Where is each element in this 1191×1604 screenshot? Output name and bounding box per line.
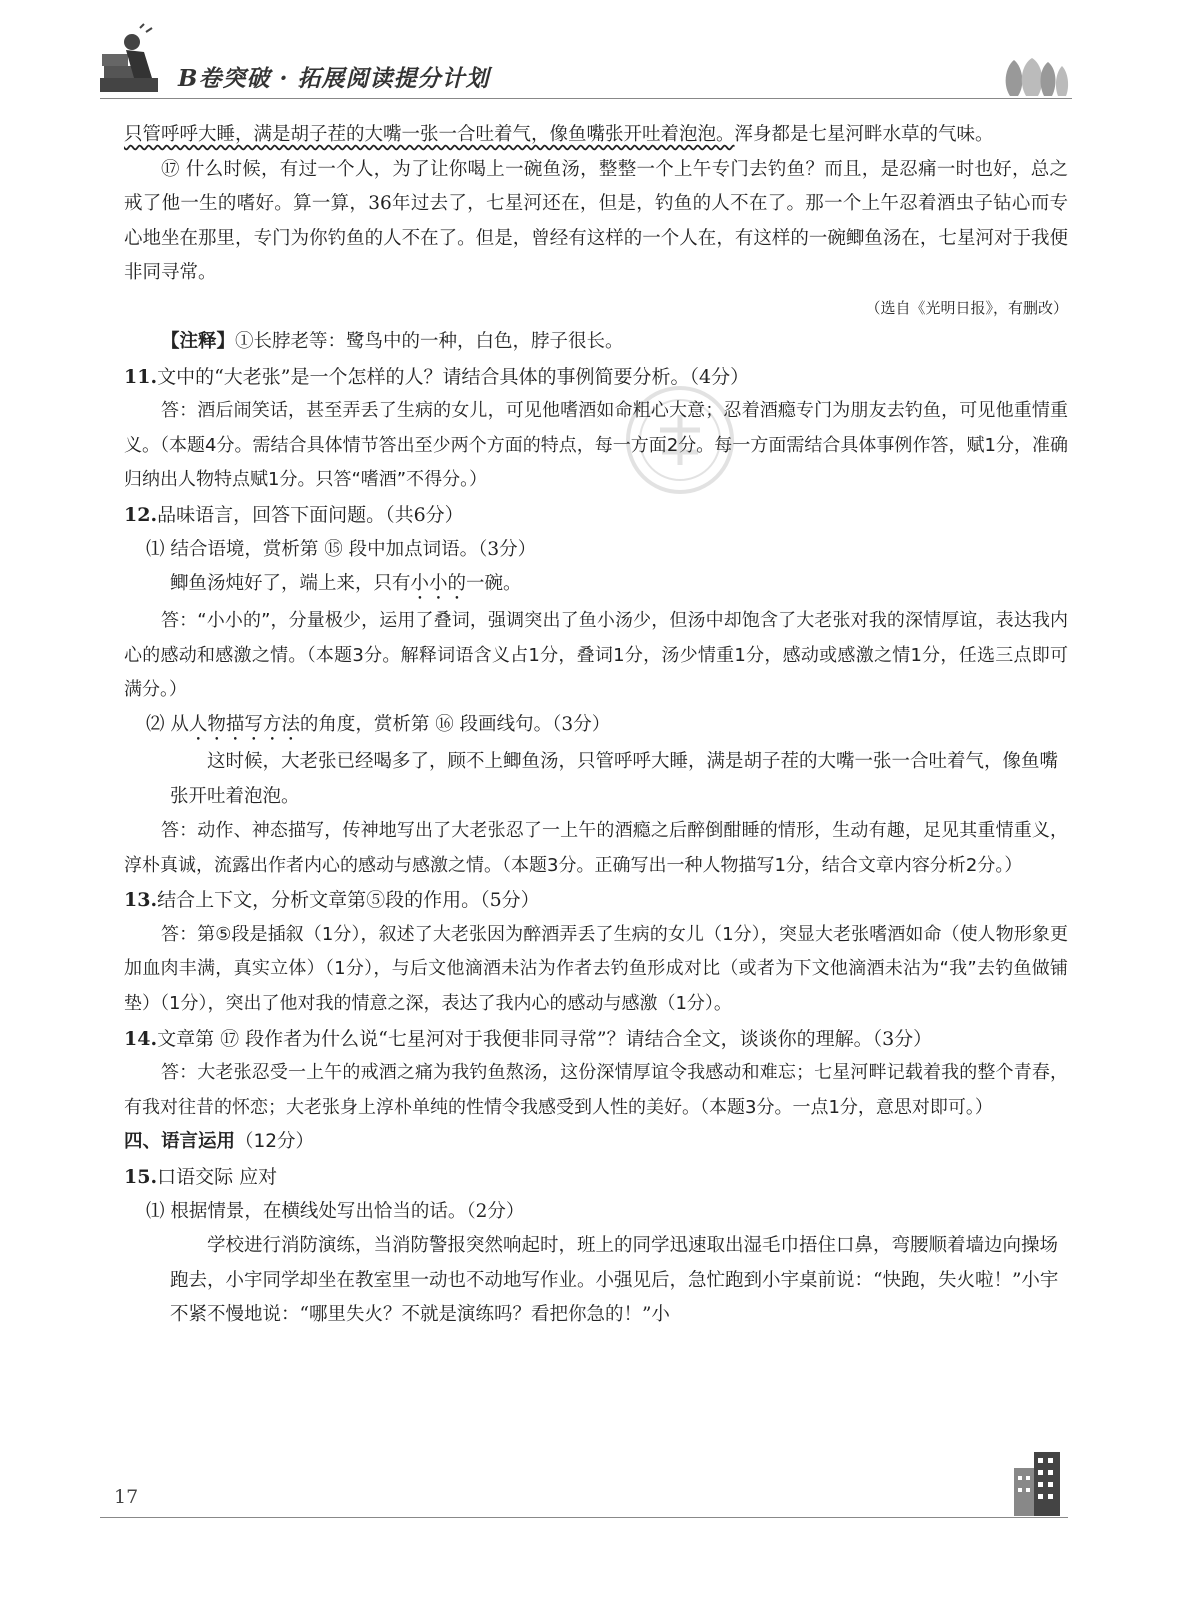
question-text: 文章第 ⑰ 段作者为什么说“七星河对于我便非同寻常”？请结合全文，谈谈你的理解。（3分）: [157, 1027, 933, 1050]
question-text: 文中的“大老张”是一个怎样的人？请结合具体的事例简要分析。（4分）: [157, 365, 750, 388]
quote-12-1: [124, 567, 1068, 604]
section-4-heading: [124, 1125, 1068, 1160]
answer-13: 答：第⑤段是插叙（1分），叙述了大老张因为醉酒弄丢了生病的女儿（1分），突显大老张嗜酒如命（使人物形象更加血肉丰满，真实立体）（1分），与后文他滴酒未沾为作者去钓鱼形成对比（或者为下文他滴酒未沾为“我”去钓鱼做铺垫）（1分），突出了他对我的情意之深，表达了我内心的感动与感激（1分）。: [124, 923, 1068, 1015]
reading-person-icon: [100, 22, 170, 94]
question-text: 口语交际 应对: [157, 1166, 278, 1189]
question-number: 13.: [124, 889, 158, 912]
question-13: [124, 883, 1068, 918]
header-title: B卷突破 · 拓展阅读提分计划: [178, 65, 490, 92]
quote-text: 鲫鱼汤炖好了，端上来，只有: [170, 573, 411, 595]
underlined-sentence: 只管呼呼大睡，满是胡子茬的大嘴一张一合吐着气，像鱼嘴张开吐着泡泡。: [124, 124, 735, 145]
dotted-phrase: 人物描写方法: [188, 713, 300, 735]
building-icon: [1010, 1438, 1070, 1518]
footer-divider: [100, 1517, 1068, 1518]
question-12: [124, 498, 1068, 533]
question-12-part-1: ⑴ 结合语境，赏析第 ⑮ 段中加点词语。（3分）: [146, 538, 537, 560]
question-number: 14.: [124, 1027, 158, 1050]
annotation-label: 【注释】: [161, 330, 236, 352]
question-number: 11.: [124, 365, 158, 388]
page-header: [100, 22, 1072, 102]
question-12-part-2: [124, 708, 1068, 745]
answer-12-2: 答：动作、神态描写，传神地写出了大老张忍了一上午的酒瘾之后醉倒酣睡的情形，生动有趣，足见其重情重义，淳朴真诚，流露出作者内心的感动与感激之情。（本题3分。正确写出一种人物描写1分，结合文章内容分析2分。）: [124, 820, 1068, 876]
page-number: 17: [114, 1486, 139, 1508]
section-score: （12分）: [235, 1131, 315, 1153]
paragraph-17: ⑰ 什么时候，有过一个人，为了让你喝上一碗鱼汤，整整一个上午专门去钓鱼？而且，是忍痛一时也好，总之戒了他一生的嗜好。算一算，36年过去了，七星河还在，但是，钓鱼的人不在了。那一个上午忍着酒虫子钻心而专心地坐在那里，专门为你钓鱼的人不在了。但是，曾经有这样的一个人在，有这样的一碗鲫鱼汤在，七星河对于我便非同寻常。: [124, 158, 1068, 284]
part-text: 的角度，赏析第 ⑯ 段画线句。（3分）: [299, 713, 611, 735]
answer-14: 答：大老张忍受一上午的戒酒之痛为我钓鱼熬汤，这份深情厚谊令我感动和难忘；七星河畔记载着我的整个青春，有我对往昔的怀恋；大老张身上淳朴单纯的性情令我感受到人性的美好。（本题3分。一点1分，意思对即可。）: [124, 1062, 1068, 1118]
question-number: 15.: [124, 1166, 158, 1189]
source-citation: （选自《光明日报》，有删改）: [865, 298, 1068, 317]
passage-line-tail: 浑身都是七星河畔水草的气味。: [734, 124, 994, 145]
answer-12-1: 答：“小小的”，分量极少，运用了叠词，强调突出了鱼小汤少，但汤中却饱含了大老张对我的深情厚谊，表达我内心的感动和感激之情。（本题3分。解释词语含义占1分，叠词1分，汤少情重1分，感动或感激之情1分，任选三点即可满分。）: [124, 610, 1068, 701]
part-text: ⑵ 从: [146, 713, 189, 735]
trees-icon: [1002, 58, 1072, 98]
question-text: 结合上下文，分析文章第⑤段的作用。（5分）: [157, 889, 540, 912]
question-14: [124, 1022, 1068, 1057]
question-15: [124, 1160, 1068, 1195]
answer-11: 答：酒后闹笑话，甚至弄丢了生病的女儿，可见他嗜酒如命粗心大意；忍着酒瘾专门为朋友去钓鱼，可见他重情重义。（本题4分。需结合具体情节答出至少两个方面的特点，每一方面2分。每一方面需结合具体事例作答，赋1分，准确归纳出人物特点赋1分。只答“嗜酒”不得分。）: [124, 400, 1068, 491]
dotted-word: 小小的: [410, 573, 467, 595]
question-15-part-1: ⑴ 根据情景，在横线处写出恰当的话。（2分）: [146, 1200, 525, 1222]
section-title: 四、语言运用: [124, 1131, 236, 1153]
page-content: [124, 118, 1068, 1333]
quote-text: 一碗。: [466, 573, 522, 595]
question-text: 品味语言，回答下面问题。（共6分）: [157, 503, 464, 526]
header-divider: [100, 98, 1072, 99]
passage-continuation: [124, 118, 1068, 153]
question-11: [124, 360, 1068, 395]
question-number: 12.: [124, 503, 158, 526]
annotation: [124, 325, 1068, 360]
annotation-text: ①长脖老等：鹭鸟中的一种，白色，脖子很长。: [235, 330, 624, 352]
scenario-text: 学校进行消防演练，当消防警报突然响起时，班上的同学迅速取出湿毛巾捂住口鼻，弯腰顺着墙边向操场跑去，小宇同学却坐在教室里一动也不动地写作业。小强见后，急忙跑到小宇桌前说：“快跑，失火啦！”小宇不紧不慢地说：“哪里失火？不就是演练吗？看把你急的！”小: [170, 1235, 1059, 1326]
quote-12-2: 这时候，大老张已经喝多了，顾不上鲫鱼汤，只管呼呼大睡，满是胡子茬的大嘴一张一合吐着气，像鱼嘴张开吐着泡泡。: [170, 750, 1059, 807]
